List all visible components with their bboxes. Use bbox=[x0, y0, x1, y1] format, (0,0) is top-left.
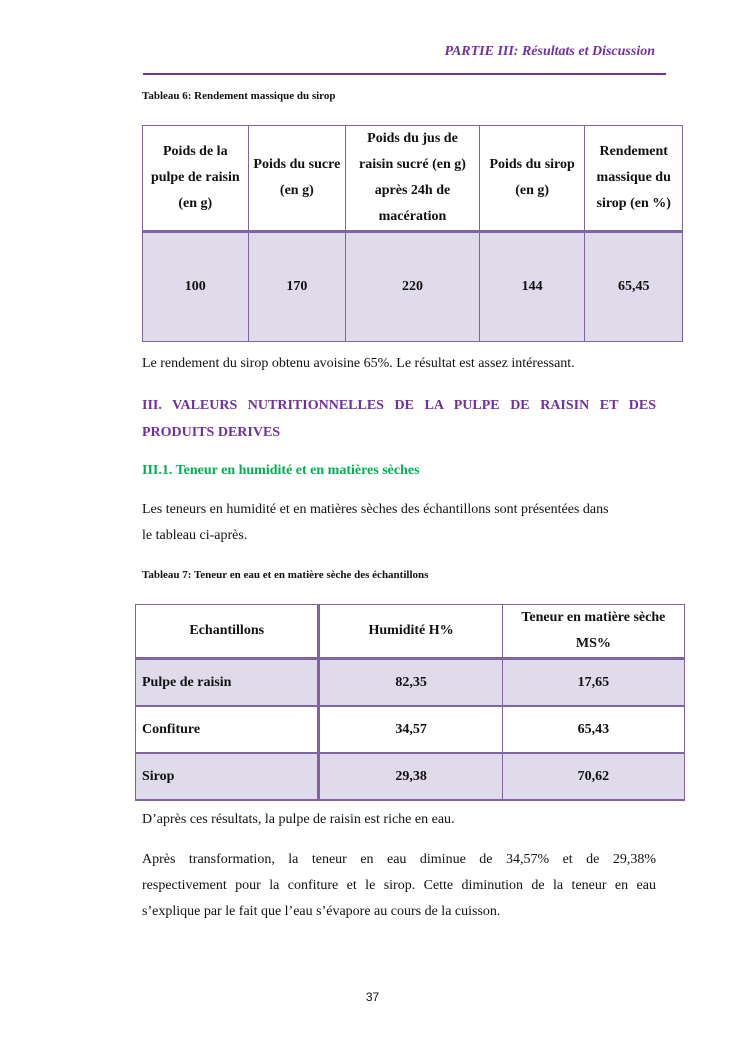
subsection-title: III.1. Teneur en humidité et en matières sèches bbox=[142, 463, 420, 478]
paragraph-line: Les teneurs en humidité et en matières sèches des échantillons sont présentées dans bbox=[142, 502, 609, 517]
table7-cell-sample: Pulpe de raisin bbox=[136, 659, 319, 707]
paragraph-intro-table7 bbox=[142, 497, 656, 549]
table6-caption: Tableau 6: Rendement massique du sirop bbox=[142, 90, 336, 102]
table6-header-row bbox=[143, 126, 683, 232]
running-header: PARTIE III: Résultats et Discussion bbox=[444, 44, 655, 59]
table6-cell-sugar: 170 bbox=[248, 232, 346, 342]
table6-cell-pulp: 100 bbox=[143, 232, 249, 342]
table-row bbox=[136, 659, 685, 707]
table6-header-juice-weight: Poids du jus de raisin sucré (en g) après 24h de macération bbox=[346, 126, 480, 232]
table7-cell-dry-matter: 65,43 bbox=[502, 706, 684, 753]
header-rule bbox=[143, 73, 666, 75]
table7-cell-humidity: 29,38 bbox=[319, 753, 502, 800]
table6-yield bbox=[142, 125, 683, 342]
table7-cell-dry-matter: 17,65 bbox=[502, 659, 684, 707]
table7-cell-humidity: 34,57 bbox=[319, 706, 502, 753]
table7-header-row bbox=[136, 605, 685, 659]
section-title: III. VALEURS NUTRITIONNELLES DE LA PULPE DE RAISIN ET DES PRODUITS DERIVES bbox=[142, 398, 656, 440]
paragraph-discussion bbox=[142, 847, 656, 925]
paragraph-line: respectivement pour la confiture et le sirop. Cette diminution de la teneur en eau bbox=[142, 878, 656, 893]
table7-cell-sample: Confiture bbox=[136, 706, 319, 753]
table6-header-sugar-weight: Poids du sucre (en g) bbox=[248, 126, 346, 232]
table6-cell-syrup: 144 bbox=[479, 232, 585, 342]
paragraph-line: Après transformation, la teneur en eau diminue de 34,57% et de 29,38% bbox=[142, 852, 656, 867]
table7-header-dry-matter: Teneur en matière sèche MS% bbox=[502, 605, 684, 659]
table6-cell-yield: 65,45 bbox=[585, 232, 683, 342]
table7-caption: Tableau 7: Teneur en eau et en matière sèche des échantillons bbox=[142, 569, 429, 581]
table6-header-syrup-weight: Poids du sirop (en g) bbox=[479, 126, 585, 232]
table6-cell-juice: 220 bbox=[346, 232, 480, 342]
table-row bbox=[143, 232, 683, 342]
paragraph-line: le tableau ci-après. bbox=[142, 528, 248, 543]
paragraph-line: s’explique par le fait que l’eau s’évapore au cours de la cuisson. bbox=[142, 904, 501, 919]
page-number: 37 bbox=[365, 990, 380, 1004]
table7-cell-dry-matter: 70,62 bbox=[502, 753, 684, 800]
table-row bbox=[136, 753, 685, 800]
table7-header-humidity: Humidité H% bbox=[319, 605, 502, 659]
table-row bbox=[136, 706, 685, 753]
table6-header-yield: Rendement massique du sirop (en %) bbox=[585, 126, 683, 232]
table7-moisture bbox=[135, 604, 685, 801]
table7-cell-sample: Sirop bbox=[136, 753, 319, 800]
table7-cell-humidity: 82,35 bbox=[319, 659, 502, 707]
paragraph-yield-comment: Le rendement du sirop obtenu avoisine 65%. Le résultat est assez intéressant. bbox=[142, 356, 575, 371]
table7-header-samples: Echantillons bbox=[136, 605, 319, 659]
table6-header-pulp-weight: Poids de la pulpe de raisin (en g) bbox=[143, 126, 249, 232]
paragraph-results: D’après ces résultats, la pulpe de raisin est riche en eau. bbox=[142, 812, 455, 827]
